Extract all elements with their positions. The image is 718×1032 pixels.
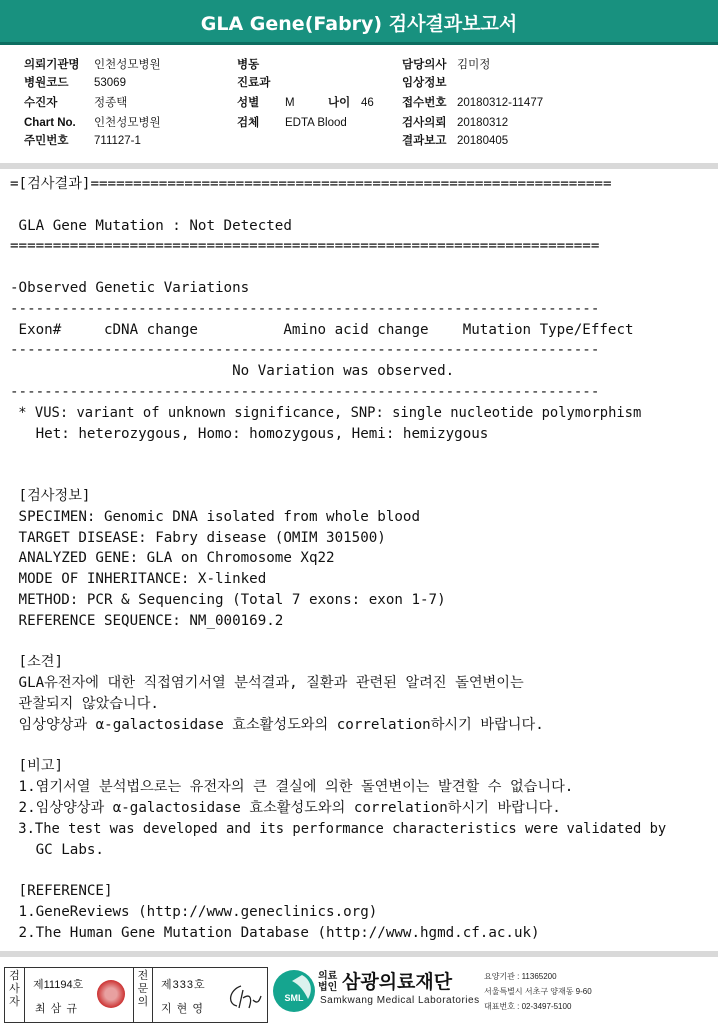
report-line: Het: heterozygous, Homo: homozygous, Hemi: hemizygous	[10, 425, 489, 442]
report-line: Exon# cDNA change Amino acid change Mutation Type/Effect	[10, 321, 634, 338]
info-value: 20180312	[457, 117, 509, 129]
info-label: Chart No.	[24, 117, 76, 129]
info-row	[24, 74, 126, 92]
info-label: 접수번호	[402, 97, 447, 109]
report-line: [REFERENCE]	[10, 883, 113, 900]
report-title-bar	[0, 0, 718, 45]
examiner-license: 제11194호	[33, 979, 84, 991]
info-row	[24, 132, 141, 150]
seal-icon	[97, 980, 125, 1008]
report-line: No Variation was observed.	[10, 363, 455, 380]
info-value: EDTA Blood	[285, 117, 347, 129]
report-line: * VUS: variant of unknown significance, SNP: single nucleotide polymorphism	[10, 404, 642, 421]
info-label: 병동	[237, 59, 260, 71]
info-row	[237, 56, 285, 74]
company-address: 서울특별시 서초구 양재동 9-60	[484, 987, 592, 996]
info-row	[237, 94, 295, 112]
report-line: GLA Gene Mutation : Not Detected	[10, 217, 292, 234]
logo-text: SML	[284, 993, 304, 1003]
info-row	[24, 94, 127, 112]
report-line: =====================================================================	[10, 238, 600, 255]
report-line: MODE OF INHERITANCE: X-linked	[10, 571, 267, 588]
info-value: 53069	[94, 77, 126, 89]
info-row	[24, 56, 161, 74]
info-value: 20180312-11477	[457, 97, 544, 109]
institution-code: 요양기관 : 11365200	[484, 972, 557, 981]
signature-box	[4, 967, 268, 1023]
report-line: 1.GeneReviews (http://www.geneclinics.org)	[10, 904, 378, 920]
examiner-label: 검사자	[5, 968, 25, 1022]
report-line: 임상양상과 α-galactosidase 효소활성도와의 correlation하시기 바랍니다.	[10, 716, 544, 733]
info-value: 20180405	[457, 135, 509, 147]
reviewer-name: 지 현 영	[161, 1003, 204, 1015]
info-label: 성별	[237, 97, 260, 109]
info-row	[402, 74, 457, 92]
info-label: 병원코드	[24, 77, 69, 89]
info-label: 담당의사	[402, 59, 447, 71]
info-row-age	[328, 94, 374, 112]
info-value: 711127-1	[94, 135, 141, 147]
report-line: 1.염기서열 분석법으로는 유전자의 큰 결실에 의한 돌연변이는 발견할 수 없습니다.	[10, 779, 574, 796]
sml-logo-icon	[272, 969, 316, 1013]
info-label: 진료과	[237, 77, 271, 89]
info-label: 수진자	[24, 97, 58, 109]
reviewer-license: 제333호	[161, 979, 206, 991]
report-line: ---------------------------------------------------------------------	[10, 300, 600, 317]
info-row	[402, 56, 490, 74]
info-row	[237, 74, 285, 92]
info-label: 검체	[237, 117, 260, 129]
info-row	[402, 132, 508, 150]
company-name: 삼광의료재단	[342, 972, 453, 993]
info-label: 임상정보	[402, 77, 447, 89]
report-line: GLA유전자에 대한 직접염기서열 분석결과, 질환과 관련된 알려진 돌연변이는	[10, 675, 524, 692]
info-value: 인천성모병원	[94, 117, 161, 129]
report-body	[0, 169, 718, 951]
patient-info-panel	[0, 48, 718, 164]
report-line: 2.임상양상과 α-galactosidase 효소활성도와의 correlation하시기 바랍니다.	[10, 800, 561, 816]
report-line: [검사정보]	[10, 488, 91, 504]
report-line: 관찰되지 않았습니다.	[10, 696, 159, 712]
info-row	[237, 114, 347, 132]
info-value: 정종택	[94, 97, 128, 109]
company-english-name: Samkwang Medical Laboratories	[320, 995, 480, 1006]
reviewer-label: 전문의	[133, 968, 153, 1022]
report-line: 2.The Human Gene Mutation Database (http://www.hgmd.cf.ac.uk)	[10, 924, 540, 941]
examiner-name: 최 삼 규	[35, 1003, 78, 1015]
report-line: SPECIMEN: Genomic DNA isolated from whole blood	[10, 508, 420, 525]
info-label: 나이	[328, 97, 351, 109]
report-line: -Observed Genetic Variations	[10, 280, 250, 296]
info-value: 인천성모병원	[94, 59, 161, 71]
report-line: [소견]	[10, 654, 64, 671]
report-line: [비고]	[10, 758, 64, 775]
info-value: M	[285, 97, 295, 109]
info-label: 의뢰기관명	[24, 59, 80, 71]
info-row	[402, 114, 508, 132]
info-label: 주민번호	[24, 135, 69, 147]
info-value: 46	[361, 97, 374, 109]
report-line: METHOD: PCR & Sequencing (Total 7 exons: exon 1-7)	[10, 592, 446, 608]
info-row	[24, 114, 161, 132]
report-line: TARGET DISEASE: Fabry disease (OMIM 301500)	[10, 529, 386, 546]
signature-icon	[223, 982, 263, 1012]
info-label: 결과보고	[402, 135, 447, 147]
report-line: REFERENCE SEQUENCE: NM_000169.2	[10, 612, 284, 629]
company-prefix: 의료 법인	[318, 971, 338, 993]
info-row	[402, 94, 543, 112]
report-line: =[검사결과]=============================================================	[10, 176, 612, 192]
report-line: ---------------------------------------------------------------------	[10, 384, 600, 400]
report-title: GLA Gene(Fabry) 검사결과보고서	[200, 13, 518, 35]
info-label: 검사의뢰	[402, 117, 447, 129]
info-value: 김미정	[457, 59, 491, 71]
signature-footer	[0, 957, 718, 1032]
report-line: ANALYZED GENE: GLA on Chromosome Xq22	[10, 550, 335, 567]
report-line: 3.The test was developed and its performance characteristics were validated by	[10, 820, 667, 837]
report-line: GC Labs.	[10, 841, 104, 858]
report-line: ---------------------------------------------------------------------	[10, 342, 600, 359]
company-phone: 대표번호 : 02-3497-5100	[484, 1002, 572, 1011]
